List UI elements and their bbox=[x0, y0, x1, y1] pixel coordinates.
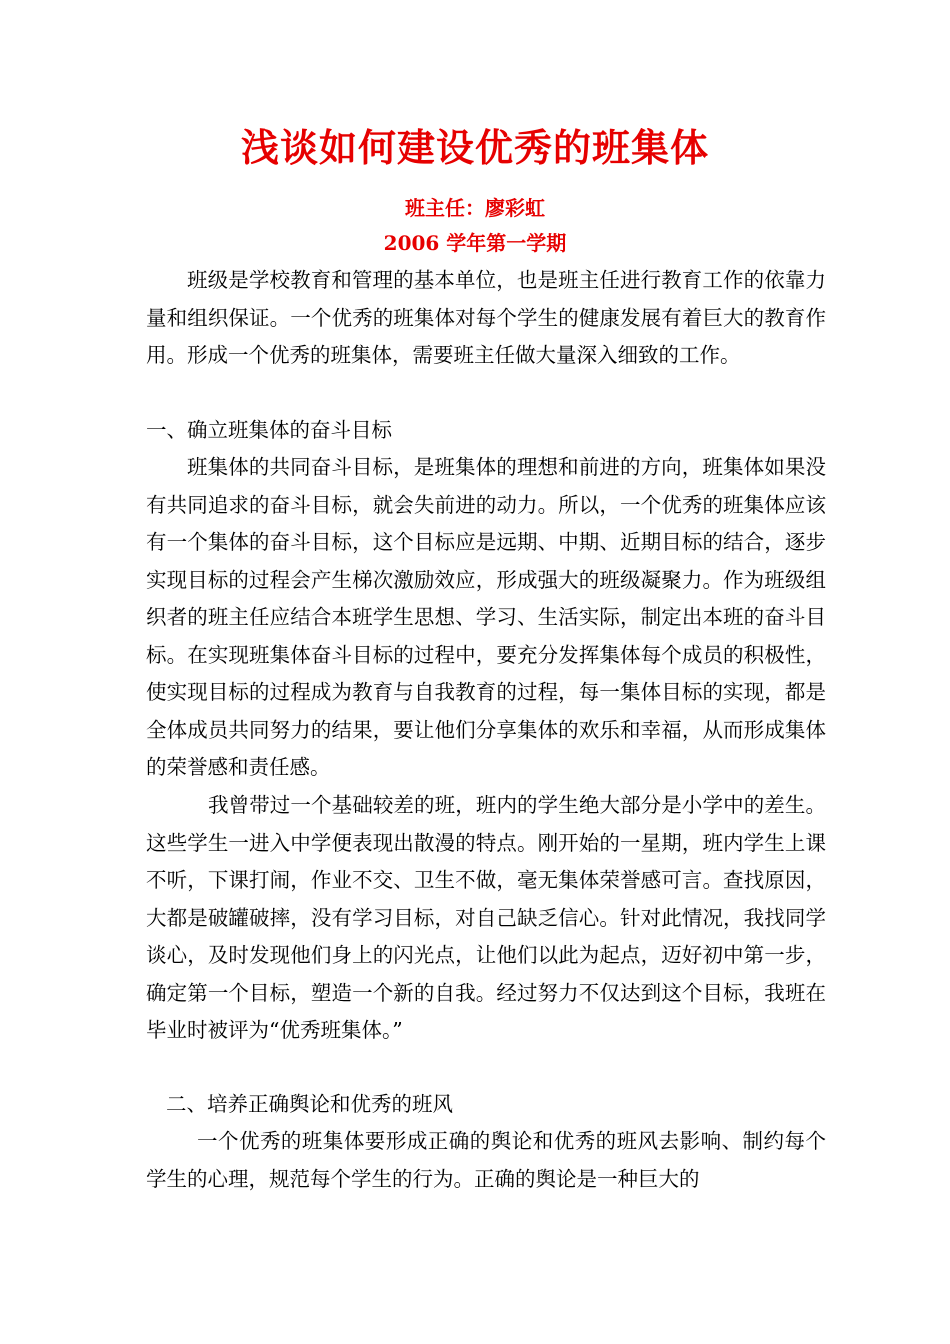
section-heading-2: 二、培养正确舆论和优秀的班风 bbox=[166, 1092, 453, 1116]
document-title: 浅谈如何建设优秀的班集体 bbox=[240, 125, 709, 170]
intro-paragraph: 班级是学校教育和管理的基本单位，也是班主任进行教育工作的依靠力量和组织保证。一个优秀的班集体对每个学生的健康发展有着巨大的教育作用。形成一个优秀的班集体，需要班主任做大量深入细致的工作。 bbox=[146, 268, 826, 367]
term-line: 2006 学年第一学期 bbox=[383, 231, 567, 255]
section-heading-1: 一、确立班集体的奋斗目标 bbox=[146, 418, 392, 442]
section2-paragraph-1: 一个优秀的班集体要形成正确的舆论和优秀的班风去影响、制约每个学生的心理，规范每个学生的行为。正确的舆论是一种巨大的 bbox=[146, 1129, 826, 1191]
author-line: 班主任：廖彩虹 bbox=[405, 196, 545, 220]
section1-paragraph-2: 我曾带过一个基础较差的班，班内的学生绝大部分是小学中的差生。这些学生一进入中学便表现出散漫的特点。刚开始的一星期，班内学生上课不听，下课打闹，作业不交、卫生不做，毫无集体荣誉感可言。查找原因，大都是破罐破摔，没有学习目标，对自己缺乏信心。针对此情况，我找同学谈心，及时发现他们身上的闪光点，让他们以此为起点，迈好初中第一步，确定第一个目标，塑造一个新的自我。经过努力不仅达到这个目标，我班在毕业时被评为“优秀班集体。” bbox=[146, 793, 826, 1042]
section1-paragraph-1: 班集体的共同奋斗目标，是班集体的理想和前进的方向，班集体如果没有共同追求的奋斗目标，就会失前进的动力。所以，一个优秀的班集体应该有一个集体的奋斗目标，这个目标应是远期、中期、近期目标的结合，逐步实现目标的过程会产生梯次激励效应，形成强大的班级凝聚力。作为班级组织者的班主任应结合本班学生思想、学习、生活实际，制定出本班的奋斗目标。在实现班集体奋斗目标的过程中，要充分发挥集体每个成员的积极性，使实现目标的过程成为教育与自我教育的过程，每一集体目标的实现，都是全体成员共同努力的结果，要让他们分享集体的欢乐和幸福，从而形成集体的荣誉感和责任感。 bbox=[146, 455, 826, 779]
